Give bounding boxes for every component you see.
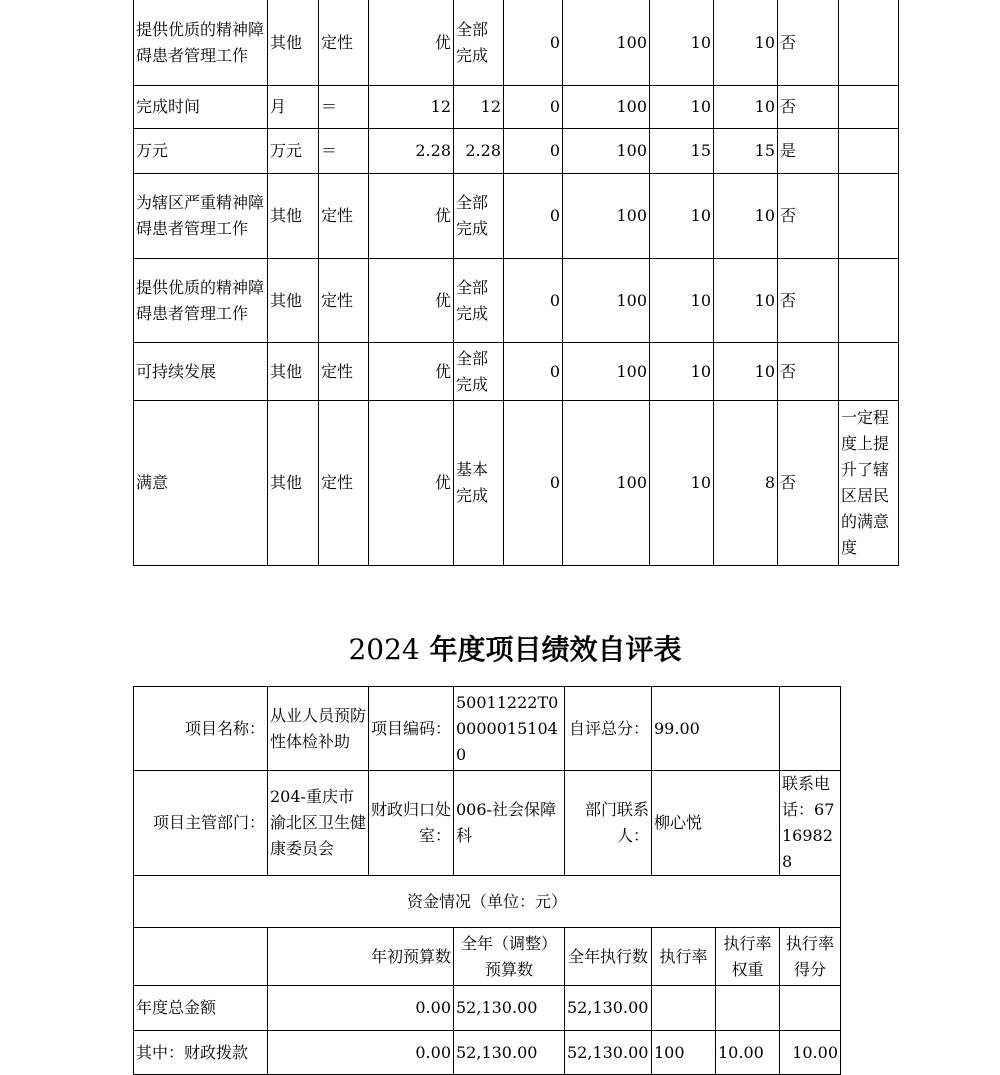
header-executed: 全年执行数 bbox=[565, 928, 652, 986]
header-adjusted: 全年（调整）预算数 bbox=[454, 928, 565, 986]
actual-value: 全部完成 bbox=[454, 0, 504, 86]
table-row bbox=[134, 0, 899, 86]
value-c1: 0 bbox=[504, 259, 563, 343]
flag: 是 bbox=[778, 129, 839, 174]
phone: 67169828 bbox=[782, 800, 835, 871]
weight: 10 bbox=[650, 343, 714, 401]
flag: 否 bbox=[778, 174, 839, 259]
blank-cell bbox=[780, 687, 841, 771]
weight bbox=[716, 986, 780, 1031]
self-score: 99.00 bbox=[652, 687, 780, 771]
target-value: 2.28 bbox=[369, 129, 454, 174]
remark bbox=[839, 129, 899, 174]
operator: ＝ bbox=[319, 86, 369, 129]
row-label: 年度总金额 bbox=[134, 986, 268, 1031]
target-value: 12 bbox=[369, 86, 454, 129]
operator: 定性 bbox=[319, 0, 369, 86]
weight: 10 bbox=[650, 174, 714, 259]
target-value: 优 bbox=[369, 259, 454, 343]
title-year: 2024 bbox=[348, 633, 420, 666]
funds-section-title: 资金情况（单位：元） bbox=[134, 876, 841, 928]
title-text: 年度项目绩效自评表 bbox=[429, 633, 682, 666]
rate bbox=[652, 986, 716, 1031]
target-value: 优 bbox=[369, 174, 454, 259]
value-c2: 100 bbox=[563, 129, 650, 174]
indicator-name: 完成时间 bbox=[134, 86, 268, 129]
table-row bbox=[134, 129, 899, 174]
dept-label: 项目主管部门： bbox=[134, 771, 268, 876]
value-c1: 0 bbox=[504, 0, 563, 86]
value-c1: 0 bbox=[504, 174, 563, 259]
value-c1: 0 bbox=[504, 129, 563, 174]
flag: 否 bbox=[778, 259, 839, 343]
target-value: 优 bbox=[369, 401, 454, 566]
target-value: 优 bbox=[369, 0, 454, 86]
indicator-name: 满意 bbox=[134, 401, 268, 566]
flag: 否 bbox=[778, 343, 839, 401]
initial: 0.00 bbox=[268, 986, 454, 1031]
self-score-label: 自评总分： bbox=[565, 687, 652, 771]
flag: 否 bbox=[778, 0, 839, 86]
unit: 其他 bbox=[268, 343, 319, 401]
remark: 一定程度上提升了辖区居民的满意度 bbox=[839, 401, 899, 566]
actual-value: 基本完成 bbox=[454, 401, 504, 566]
finance-label: 财政归口处室： bbox=[369, 771, 454, 876]
score: 10 bbox=[714, 174, 778, 259]
indicator-table bbox=[133, 0, 899, 566]
score: 10 bbox=[714, 343, 778, 401]
table-row bbox=[134, 1031, 841, 1075]
operator: 定性 bbox=[319, 259, 369, 343]
executed: 52,130.00 bbox=[565, 986, 652, 1031]
unit: 其他 bbox=[268, 401, 319, 566]
finance: 006-社会保障科 bbox=[454, 771, 565, 876]
table-row bbox=[134, 86, 899, 129]
header-rate: 执行率 bbox=[652, 928, 716, 986]
value-c1: 0 bbox=[504, 401, 563, 566]
table-row bbox=[134, 401, 899, 566]
table-row bbox=[134, 259, 899, 343]
score: 10.00 bbox=[780, 1031, 841, 1075]
page-title bbox=[0, 628, 1000, 668]
unit: 万元 bbox=[268, 129, 319, 174]
score: 8 bbox=[714, 401, 778, 566]
operator: ＝ bbox=[319, 129, 369, 174]
table-row bbox=[134, 343, 899, 401]
value-c2: 100 bbox=[563, 259, 650, 343]
contact-label: 部门联系人： bbox=[565, 771, 652, 876]
table-row bbox=[134, 928, 841, 986]
executed: 52,130.00 bbox=[565, 1031, 652, 1075]
project-name: 从业人员预防性体检补助 bbox=[268, 687, 369, 771]
score: 10 bbox=[714, 259, 778, 343]
operator: 定性 bbox=[319, 401, 369, 566]
operator: 定性 bbox=[319, 343, 369, 401]
header-score: 执行率得分 bbox=[780, 928, 841, 986]
indicator-name: 提供优质的精神障碍患者管理工作 bbox=[134, 259, 268, 343]
weight: 10.00 bbox=[716, 1031, 780, 1075]
indicator-name: 为辖区严重精神障碍患者管理工作 bbox=[134, 174, 268, 259]
remark bbox=[839, 343, 899, 401]
unit: 其他 bbox=[268, 0, 319, 86]
dept: 204-重庆市渝北区卫生健康委员会 bbox=[268, 771, 369, 876]
operator: 定性 bbox=[319, 174, 369, 259]
indicator-name: 万元 bbox=[134, 129, 268, 174]
actual-value: 全部完成 bbox=[454, 343, 504, 401]
score bbox=[780, 986, 841, 1031]
table-row bbox=[134, 876, 841, 928]
project-code-label: 项目编码： bbox=[369, 687, 454, 771]
actual-value: 2.28 bbox=[454, 129, 504, 174]
value-c2: 100 bbox=[563, 343, 650, 401]
weight: 10 bbox=[650, 0, 714, 86]
table-row bbox=[134, 687, 841, 771]
initial: 0.00 bbox=[268, 1031, 454, 1075]
indicator-name: 提供优质的精神障碍患者管理工作 bbox=[134, 0, 268, 86]
value-c1: 0 bbox=[504, 343, 563, 401]
actual-value: 全部完成 bbox=[454, 174, 504, 259]
adjusted: 52,130.00 bbox=[454, 1031, 565, 1075]
self-eval-table bbox=[133, 686, 841, 1075]
target-value: 优 bbox=[369, 343, 454, 401]
value-c2: 100 bbox=[563, 0, 650, 86]
actual-value: 全部完成 bbox=[454, 259, 504, 343]
phone-cell bbox=[780, 771, 841, 876]
project-code: 50011222T000000151040 bbox=[454, 687, 565, 771]
weight: 10 bbox=[650, 401, 714, 566]
unit: 其他 bbox=[268, 174, 319, 259]
weight: 10 bbox=[650, 86, 714, 129]
table-row bbox=[134, 986, 841, 1031]
weight: 15 bbox=[650, 129, 714, 174]
unit: 月 bbox=[268, 86, 319, 129]
table-row bbox=[134, 771, 841, 876]
value-c1: 0 bbox=[504, 86, 563, 129]
project-name-label: 项目名称： bbox=[134, 687, 268, 771]
flag: 否 bbox=[778, 401, 839, 566]
actual-value: 12 bbox=[454, 86, 504, 129]
adjusted: 52,130.00 bbox=[454, 986, 565, 1031]
phone-label: 联系电话： bbox=[782, 774, 831, 819]
remark bbox=[839, 259, 899, 343]
score: 10 bbox=[714, 0, 778, 86]
score: 15 bbox=[714, 129, 778, 174]
contact: 柳心悦 bbox=[652, 771, 780, 876]
unit: 其他 bbox=[268, 259, 319, 343]
score: 10 bbox=[714, 86, 778, 129]
indicator-name: 可持续发展 bbox=[134, 343, 268, 401]
row-label: 其中：财政拨款 bbox=[134, 1031, 268, 1075]
remark bbox=[839, 86, 899, 129]
value-c2: 100 bbox=[563, 174, 650, 259]
flag: 否 bbox=[778, 86, 839, 129]
remark bbox=[839, 0, 899, 86]
value-c2: 100 bbox=[563, 401, 650, 566]
value-c2: 100 bbox=[563, 86, 650, 129]
weight: 10 bbox=[650, 259, 714, 343]
header-initial: 年初预算数 bbox=[268, 928, 454, 986]
header-weight: 执行率权重 bbox=[716, 928, 780, 986]
rate: 100 bbox=[652, 1031, 716, 1075]
remark bbox=[839, 174, 899, 259]
table-row bbox=[134, 174, 899, 259]
blank-cell bbox=[134, 928, 268, 986]
